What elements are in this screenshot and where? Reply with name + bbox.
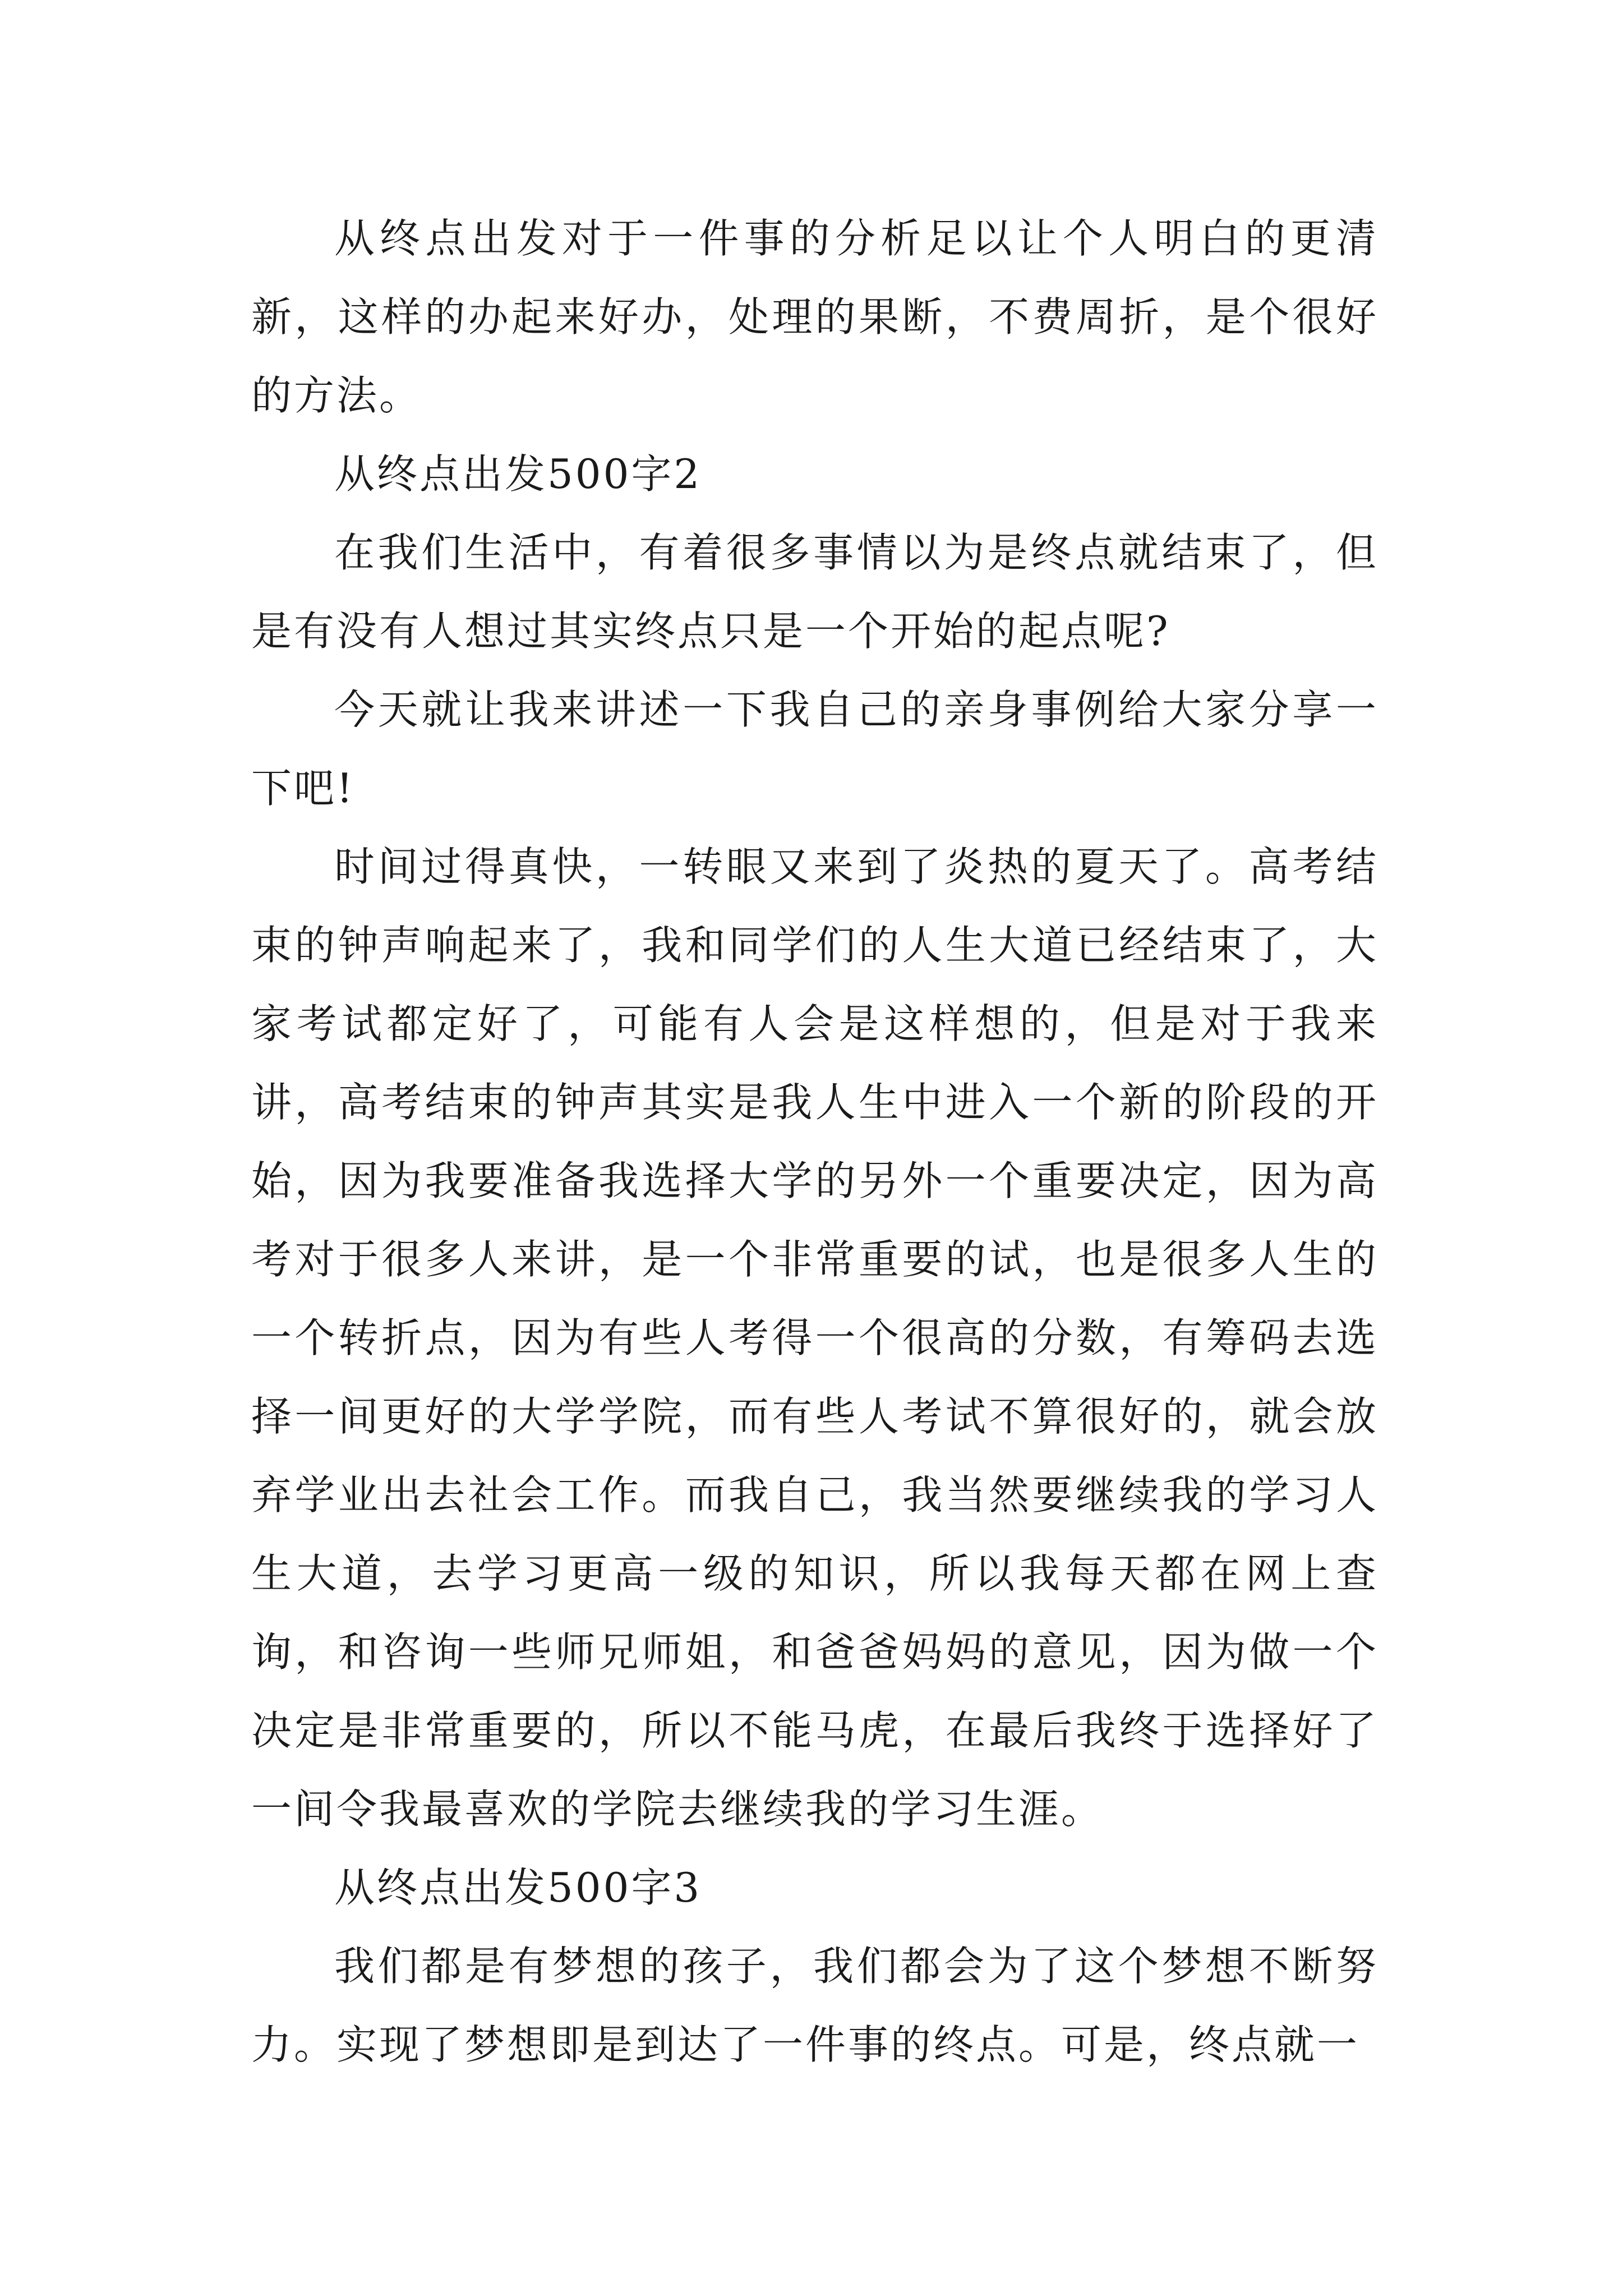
document-body (251, 199, 1378, 2084)
paragraph: 今天就让我来讲述一下我自己的亲身事例给大家分享一下吧! (251, 686, 1378, 812)
paragraph: 时间过得真快，一转眼又来到了炎热的夏天了。高考结束的钟声响起来了，我和同学们的人生大道已经结束了，大家考试都定好了，可能有人会是这样想的，但是对于我来讲，高考结束的钟声其实是我人生中进入一个新的阶段的开始，因为我要准备我选择大学的另外一个重要决定，因为高考对于很多人来讲，是一个非常重要的试，也是很多人生的一个转折点，因为有些人考得一个很高的分数，有筹码去选择一间更好的大学学院，而有些人考试不算很好的，就会放弃学业出去社会工作。而我自己，我当然要继续我的学习人生大道，去学习更高一级的知识，所以我每天都在网上查询，和咨询一些师兄师姐，和爸爸妈妈的意见，因为做一个决定是非常重要的，所以不能马虎，在最后我终于选择好了一间令我最喜欢的学院去继续我的学习生涯。 (251, 843, 1378, 1833)
section-heading: 从终点出发500字3 (334, 1864, 702, 1911)
paragraph: 我们都是有梦想的孩子，我们都会为了这个梦想不断努力。实现了梦想即是到达了一件事的终点。可是，终点就一 (251, 1943, 1378, 2068)
paragraph: 在我们生活中，有着很多事情以为是终点就结束了，但是有没有人想过其实终点只是一个开始的起点呢? (251, 529, 1378, 655)
section-heading: 从终点出发500字2 (334, 450, 702, 498)
paragraph: 从终点出发对于一件事的分析足以让个人明白的更清新，这样的办起来好办，处理的果断，不费周折，是个很好的方法。 (251, 215, 1378, 419)
